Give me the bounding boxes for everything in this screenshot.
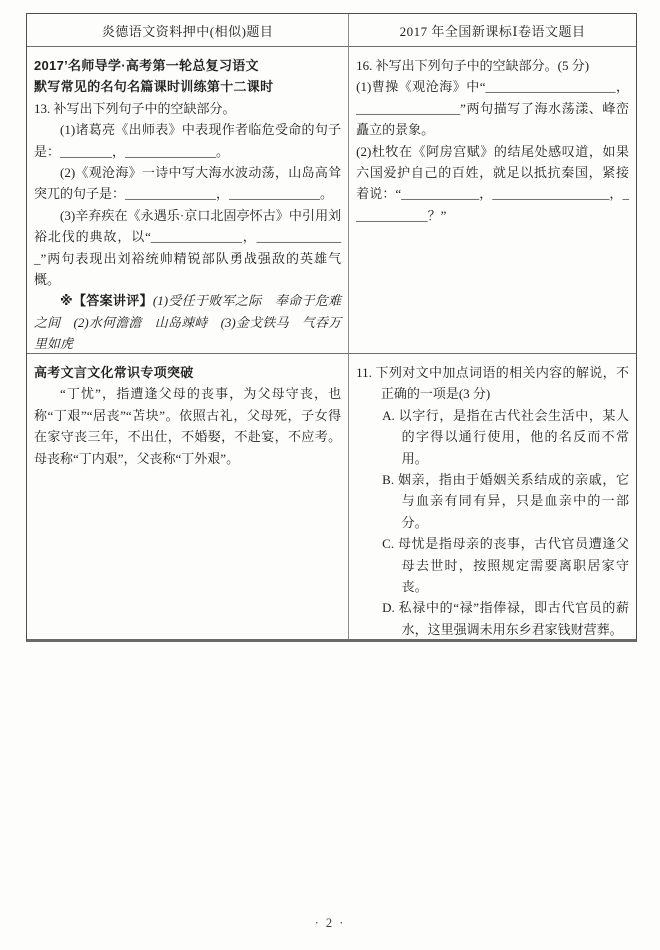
answer-commentary-text: (1)受任于败军之际 奉命于危难之间 (2)水何澹澹 山岛竦峙 (3)金戈铁马 气吞万里如虎 — [34, 293, 342, 352]
header-right-title: 2017 年全国新课标Ⅰ卷语文题目 — [399, 23, 586, 39]
question-11-option-d: D. 私禄中的“禄”指俸禄，即古代官员的薪水，这里强调未用东乡君家钱财营葬。 — [382, 600, 629, 637]
comparison-table — [26, 13, 637, 642]
table-row-1 — [27, 47, 636, 354]
row2-left-cell — [27, 354, 349, 639]
topic-body: “丁忧”，指遭逢父母的丧事，为父母守丧，也称“丁艰”“居丧”“苫块”。依照古礼，父母死，子女得在家守丧三年，不出仕，不婚娶，不赴宴，不应考。母丧称“丁内艰”，父丧称“丁外艰”。 — [34, 386, 342, 466]
page-number: · 2 · — [314, 916, 346, 930]
section-title: 默写常见的名句名篇课时训练第十二课时 — [34, 79, 274, 95]
header-left-title: 炎德语文资料押中(相似)题目 — [101, 23, 274, 39]
table-row-2 — [27, 354, 636, 639]
topic-title: 高考文言文化常识专项突破 — [34, 365, 194, 380]
header-cell-right — [349, 14, 636, 47]
row2-right-cell — [349, 354, 636, 639]
question-16-stem: 16. 补写出下列句子中的空缺部分。(5 分) — [356, 58, 590, 73]
row1-right-cell — [349, 47, 636, 354]
question-13-item-3: (3)辛弃疾在《永遇乐·京口北固亭怀古》中引用刘裕北伐的典故，以“______________，______________”两句表现出刘裕统帅精锐部队勇战强敌的英雄气概。 — [34, 207, 342, 288]
header-cell-left — [27, 14, 349, 47]
question-16-item-2: (2)杜牧在《阿房宫赋》的结尾处感叹道，如果六国爱护自己的百姓，就足以抵抗秦国，紧接着说：“____________，__________________，____________？” — [356, 143, 629, 223]
answer-commentary-label: ※【答案讲评】 — [60, 293, 153, 309]
answer-commentary — [34, 290, 341, 354]
question-11-option-b: B. 姻亲，指由于婚姻关系结成的亲戚，它与血亲有同有异，只是血亲中的一部分。 — [382, 472, 629, 530]
question-16-item-1: (1)曹操《观沧海》中“____________________，________________”两句描写了海水荡漾、峰峦矗立的景象。 — [356, 79, 629, 138]
question-13-stem: 13. 补写出下列句子中的空缺部分。 — [34, 100, 236, 116]
question-13-item-1: (1)诸葛亮《出师表》中表现作者临危受命的句子是：________，______________。 — [34, 122, 342, 159]
row1-left-cell — [27, 47, 349, 354]
question-13-item-2: (2)《观沧海》一诗中写大海水波动荡，山岛高耸突兀的句子是：______________，______________。 — [34, 165, 342, 202]
question-11-option-a: A. 以字行，是指在古代社会生活中，某人的字得以通行使用，他的名反而不常用。 — [382, 407, 629, 466]
question-11-stem: 11. 下列对文中加点词语的相关内容的解说，不正确的一项是(3 分) — [356, 365, 629, 402]
table-header-row — [27, 14, 636, 47]
question-11-option-c: C. 母忧是指母亲的丧事，古代官员遭逢父母去世时，按照规定需要离职居家守丧。 — [382, 536, 629, 595]
book-title: 2017’名师导学·高考第一轮总复习语文 — [34, 58, 259, 73]
